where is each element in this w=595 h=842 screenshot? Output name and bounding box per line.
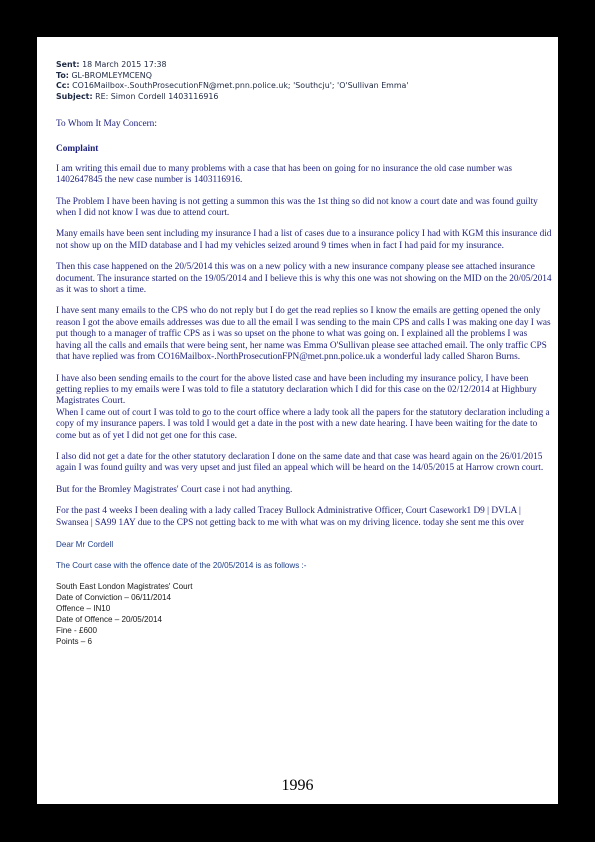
- detail-line: Points – 6: [56, 636, 92, 646]
- dear-line: Dear Mr Cordell: [56, 539, 114, 549]
- cc-label: Cc:: [56, 81, 70, 91]
- sent-value: 18 March 2015 17:38: [82, 60, 167, 69]
- page-number: 1996: [281, 777, 314, 794]
- cc-row: [56, 81, 551, 92]
- court-case-line: The Court case with the offence date of the 20/05/2014 is as follows :-: [56, 560, 307, 570]
- sent-label: Sent:: [56, 60, 80, 69]
- subject-label: Subject:: [56, 91, 93, 101]
- sent-row: [56, 60, 551, 71]
- detail-line: Fine - £600: [56, 625, 97, 635]
- email-body: [56, 119, 553, 647]
- greeting: To Whom It May Concern:: [56, 119, 157, 129]
- cc-value: CO16Mailbox-.SouthProsecutionFN@met.pnn.police.uk; 'Southcju'; 'O'Sullivan Emma': [72, 81, 409, 91]
- conviction-details: [56, 581, 553, 647]
- paragraph: I have sent many emails to the CPS who do not reply but I do get the read replies so I know the emails are getting opened the only reason I got the above emails addresses was due to all the email I was sending to the main CPS and calls I was making one day I was put though to a manager of traffic CPS as i was so upset on the phone to what was going on. I explained all the problems I was having all the calls and emails that were being sent, her name was Emma O'Sullivan please see attached email. The only traffic CPS that have replied was from CO16Mailbox-.NorthProsecutionFPN@met.pnn.police.uk a wonderful lady called Sharon Burns.: [56, 306, 551, 363]
- paragraph: For the past 4 weeks I been dealing with a lady called Tracey Bullock Administrative Officer, Court Casework1 D9 | DVLA | Swansea | SA99 1AY due to the CPS not getting back to me with what was on my driving licence. today she sent me this over: [56, 506, 525, 528]
- to-label: To:: [56, 70, 69, 80]
- complaint-heading: Complaint: [56, 144, 99, 155]
- to-row: [56, 71, 551, 82]
- paragraph: Then this case happened on the 20/5/2014 this was on a new policy with a new insurance company please see attached insurance document. The insurance started on the 19/05/2014 and I believe this is why this one was not showing on the MID on the 20/05/2014 as it was to short a time.: [56, 262, 552, 296]
- subject-value: RE: Simon Cordell 1403116916: [95, 91, 219, 101]
- detail-line: Offence – IN10: [56, 603, 111, 613]
- paragraph: I also did not get a date for the other statutory declaration I done on the same date and that case was heard again on the 26/01/2015 again I was found guilty and was very upset and just filed an appeal which will be heard on the 14/05/2015 at Harrow crown court.: [56, 451, 544, 474]
- paragraph: But for the Bromley Magistrates' Court case i not had anything.: [56, 484, 293, 495]
- subject-row: [56, 92, 551, 103]
- to-value: GL-BROMLEYMCENQ: [71, 70, 152, 80]
- paragraph: I am writing this email due to many problems with a case that has been on going for no insurance the old case number was 1402647845 the new case number is 1403116916.: [56, 163, 512, 186]
- paragraph: Many emails have been sent including my insurance I had a list of cases due to a insurance policy I had with KGM this insurance did not show up on the MID database and I had my vehicles seized around 9 times when in fact I had paid for my insurance.: [56, 229, 552, 251]
- email-header: [56, 60, 551, 102]
- paragraph: When I came out of court I was told to go to the court office where a lady took all the papers for the statutory declaration including a copy of my insurance papers. I was told I would get a date in the post with a new date hearing. I have been waiting for the date to come but as of yet I did not get one for this case.: [56, 407, 550, 441]
- document-page: [37, 37, 558, 804]
- paragraph: I have also been sending emails to the court for the above listed case and have been including my insurance policy, I have been getting replies to my emails were I was told to file a statutory declaration which I did for this case on the 02/12/2014 at Highbury Magistrates Court.: [56, 373, 537, 407]
- paragraph: The Problem I have been having is not getting a summon this was the 1st thing so did not know a court date and was found guilty when I did not know I was due to attend court.: [56, 196, 538, 219]
- detail-line: Date of Conviction – 06/11/2014: [56, 592, 172, 602]
- detail-line: Date of Offence – 20/05/2014: [56, 614, 163, 624]
- detail-line: South East London Magistrates' Court: [56, 581, 193, 591]
